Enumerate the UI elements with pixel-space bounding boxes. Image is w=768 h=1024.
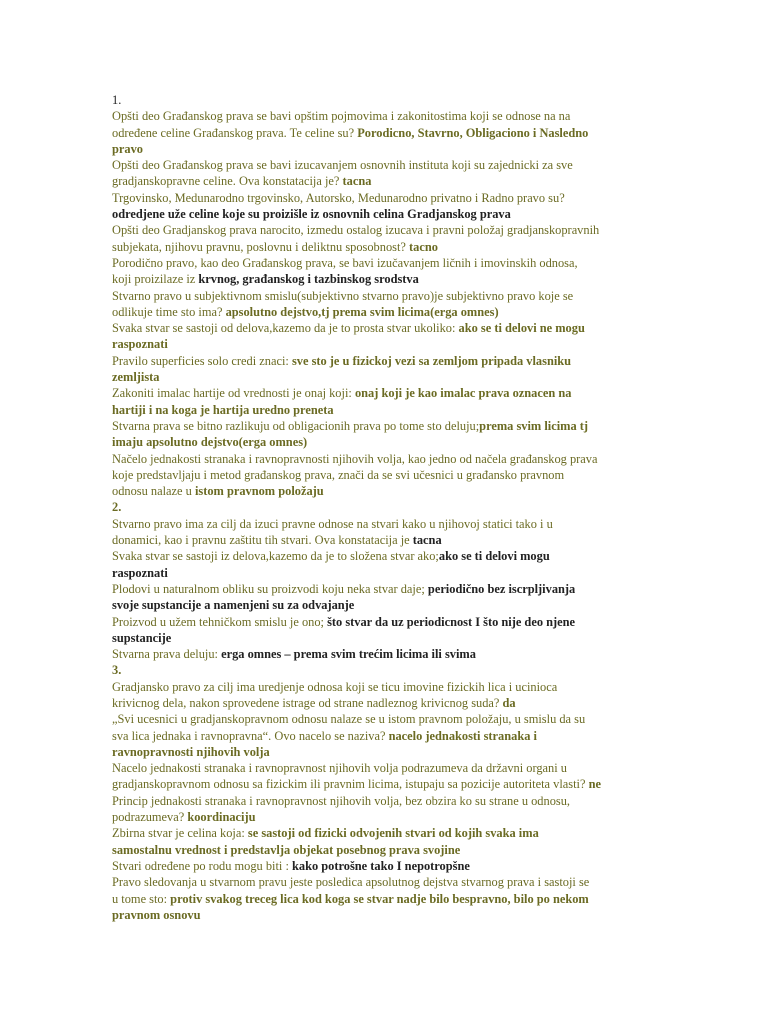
answer-text: Porodicno, Stavrno, Obligaciono i Nasledno: [357, 125, 589, 140]
text-line: [112, 825, 632, 841]
text-line: [112, 646, 632, 662]
question-text: Trgovinsko, Medunarodno trgovinsko, Autorsko, Medunarodno privatno i Radno pravo su?: [112, 190, 565, 205]
text-line: [112, 353, 632, 369]
question-text: Zakoniti imalac hartije od vrednosti je onaj koji:: [112, 386, 355, 401]
document-text: [112, 92, 632, 923]
question-text: Svaka stvar se sastoji iz delova,kazemo da je to složena stvar ako;: [112, 549, 439, 564]
answer-text: krvnog, građanskog i tazbinskog srodstva: [198, 272, 419, 287]
text-line: [112, 418, 632, 434]
text-line: [112, 711, 632, 727]
question-text: „Svi ucesnici u gradjanskopravnom odnosu nalaze se u istom pravnom položaju, u smislu da su: [112, 712, 586, 727]
text-line: [112, 614, 632, 630]
question-text: sva lica jednaka i ravnopravna“. Ovo nacelo se naziva?: [112, 728, 389, 743]
question-text: 1.: [112, 93, 122, 107]
answer-text: tacna: [412, 533, 442, 548]
question-text: Zbirna stvar je celina koja:: [112, 826, 248, 841]
answer-text: 3.: [112, 663, 122, 678]
question-text: Opšti deo Gradjanskog prava narocito, izmedu ostalog izucava i pravni položaj gradjanskopravnih: [112, 223, 600, 238]
answer-text: periodično bez iscrpljivanja: [427, 581, 576, 596]
question-text: Plodovi u naturalnom obliku su proizvodi koju neka stvar daje;: [112, 581, 428, 596]
text-line: [112, 907, 632, 923]
text-line: [112, 516, 632, 532]
text-line: [112, 304, 632, 320]
text-line: [112, 891, 632, 907]
text-line: [112, 728, 632, 744]
answer-text: prema svim licima tj: [479, 418, 589, 433]
text-line: [112, 369, 632, 385]
text-line: [112, 141, 632, 157]
text-line: [112, 451, 632, 467]
text-line: [112, 858, 632, 874]
answer-text: supstancije: [112, 630, 172, 645]
text-line: [112, 565, 632, 581]
answer-text: svoje supstancije a namenjeni su za odvajanje: [112, 598, 355, 613]
text-line: [112, 581, 632, 597]
answer-text: ako se ti delovi ne mogu: [458, 321, 585, 336]
question-text: Pravo sledovanja u stvarnom pravu jeste posledica apsolutnog dejstva stvarnog prava i sastoji se: [112, 875, 590, 890]
text-line: [112, 92, 632, 108]
question-text: Gradjansko pravo za cilj ima uredjenje odnosa koji se ticu imovine fizickih lica i ucinioca: [112, 679, 558, 694]
question-text: Stvari određene po rodu mogu biti :: [112, 858, 292, 873]
answer-text: tacno: [409, 239, 438, 254]
text-line: [112, 190, 632, 206]
text-line: [112, 695, 632, 711]
text-line: [112, 597, 632, 613]
question-text: gradjanskopravne celine. Ova konstatacija je?: [112, 174, 343, 189]
text-line: [112, 630, 632, 646]
answer-text: hartiji i na koga je hartija uredno preneta: [112, 402, 334, 417]
question-text: Stvarno pravo ima za cilj da izuci pravne odnose na stvari kako u njihovoj statici tako i u: [112, 516, 553, 531]
answer-text: tacna: [342, 174, 372, 189]
question-text: Stvarno pravo u subjektivnom smislu(subjektivno stvarno pravo)je subjektivno pravo koje se: [112, 288, 574, 303]
question-text: Princip jednakosti stranaka i ravnopravnost njihovih volja, bez obzira ko su strane u odnosu,: [112, 793, 571, 808]
question-text: u tome sto:: [112, 891, 171, 906]
text-line: [112, 222, 632, 238]
text-line: [112, 662, 632, 678]
answer-text: ravnopravnosti njihovih volja: [112, 744, 270, 759]
answer-text: se sastoji od fizicki odvojenih stvari od kojih svaka ima: [247, 826, 539, 841]
question-text: Stvarna prava deluju:: [112, 647, 222, 662]
answer-text: imaju apsolutno dejstvo(erga omnes): [112, 435, 308, 450]
question-text: krivicnog dela, nakon sprovedene istrage od strane nadleznog krivicnog suda?: [112, 695, 503, 710]
question-text: određene celine Građanskog prava. Te celine su?: [112, 125, 358, 140]
answer-text: da: [502, 695, 516, 710]
text-line: [112, 499, 632, 515]
question-text: gradjanskopravnom odnosu sa fizickim ili pravnim licima, istupaju sa pozicije autoriteta vlasti?: [112, 777, 589, 792]
text-line: [112, 467, 632, 483]
answer-text: pravo: [112, 141, 143, 156]
answer-text: raspoznati: [112, 337, 168, 352]
question-text: Svaka stvar se sastoji od delova,kazemo da je to prosta stvar ukoliko:: [112, 321, 459, 336]
text-line: [112, 483, 632, 499]
answer-text: što stvar da uz periodicnost I što nije deo njene: [327, 614, 576, 629]
answer-text: raspoznati: [112, 565, 168, 580]
text-line: [112, 255, 632, 271]
answer-text: pravnom osnovu: [112, 907, 201, 922]
answer-text: kako potrošne tako I nepotropšne: [291, 858, 470, 873]
question-text: Nacelo jednakosti stranaka i ravnopravnost njihovih volja podrazumeva da državni organi u: [112, 761, 567, 776]
question-text: odnosu nalaze u: [112, 484, 195, 499]
answer-text: ako se ti delovi mogu: [438, 549, 550, 564]
text-line: [112, 402, 632, 418]
text-line: [112, 271, 632, 287]
answer-text: apsolutno dejstvo,tj prema svim licima(erga omnes): [225, 304, 499, 319]
answer-text: protiv svakog treceg lica kod koga se stvar nadje bilo bespravno, bilo po nekom: [170, 891, 589, 906]
text-line: [112, 385, 632, 401]
answer-text: 2.: [112, 500, 122, 515]
text-line: [112, 548, 632, 564]
question-text: donamici, kao i pravnu zaštitu tih stvari. Ova konstatacija je: [112, 533, 413, 548]
text-line: [112, 744, 632, 760]
text-line: [112, 532, 632, 548]
answer-text: onaj koji je kao imalac prava oznacen na: [354, 386, 572, 401]
answer-text: sve sto je u fizickoj vezi sa zemljom pripada vlasniku: [291, 353, 572, 368]
question-text: Opšti deo Građanskog prava se bavi opštim pojmovima i zakonitostima koji se odnose na na: [112, 109, 571, 124]
answer-text: ne: [588, 777, 601, 792]
text-line: [112, 173, 632, 189]
question-text: Stvarna prava se bitno razlikuju od obligacionih prava po tome sto deluju;: [112, 418, 480, 433]
question-text: Proizvod u užem tehničkom smislu je ono;: [112, 614, 328, 629]
question-text: Opšti deo Građanskog prava se bavi izucavanjem osnovnih instituta koji su zajednicki za sve: [112, 158, 573, 173]
text-line: [112, 842, 632, 858]
text-line: [112, 793, 632, 809]
question-text: koje predstavljaju i metod građanskog prava, znači da se svi učesnici u građansko pravnom: [112, 467, 565, 482]
question-text: odlikuje time sto ima?: [112, 304, 226, 319]
text-line: [112, 679, 632, 695]
text-line: [112, 809, 632, 825]
question-text: Pravilo superficies solo credi znaci:: [112, 353, 292, 368]
question-text: koji proizilaze iz: [112, 272, 199, 287]
text-line: [112, 125, 632, 141]
text-line: [112, 336, 632, 352]
text-line: [112, 776, 632, 792]
text-line: [112, 760, 632, 776]
text-line: [112, 874, 632, 890]
answer-text: istom pravnom položaju: [194, 484, 324, 499]
question-text: podrazumeva?: [112, 810, 188, 825]
text-line: [112, 206, 632, 222]
text-line: [112, 288, 632, 304]
text-line: [112, 320, 632, 336]
text-line: [112, 157, 632, 173]
question-text: Porodično pravo, kao deo Građanskog prava, se bavi izučavanjem ličnih i imovinskih odnosa,: [112, 255, 578, 270]
answer-text: erga omnes – prema svim trećim licima ili svima: [221, 647, 476, 662]
text-line: [112, 434, 632, 450]
text-line: [112, 239, 632, 255]
answer-text: odredjene uže celine koje su proizišle iz osnovnih celina Gradjanskog prava: [112, 207, 511, 222]
answer-text: zemljista: [112, 370, 160, 385]
answer-text: samostalnu vrednost i predstavlja objekat posebnog prava svojine: [112, 842, 461, 857]
answer-text: koordinaciju: [187, 810, 256, 825]
question-text: subjekata, njihovu pravnu, poslovnu i deliktnu sposobnost?: [112, 239, 410, 254]
text-line: [112, 108, 632, 124]
answer-text: nacelo jednakosti stranaka i: [388, 728, 537, 743]
question-text: Načelo jednakosti stranaka i ravnopravnosti njihovih volja, kao jedno od načela građanskog prava: [112, 451, 598, 466]
